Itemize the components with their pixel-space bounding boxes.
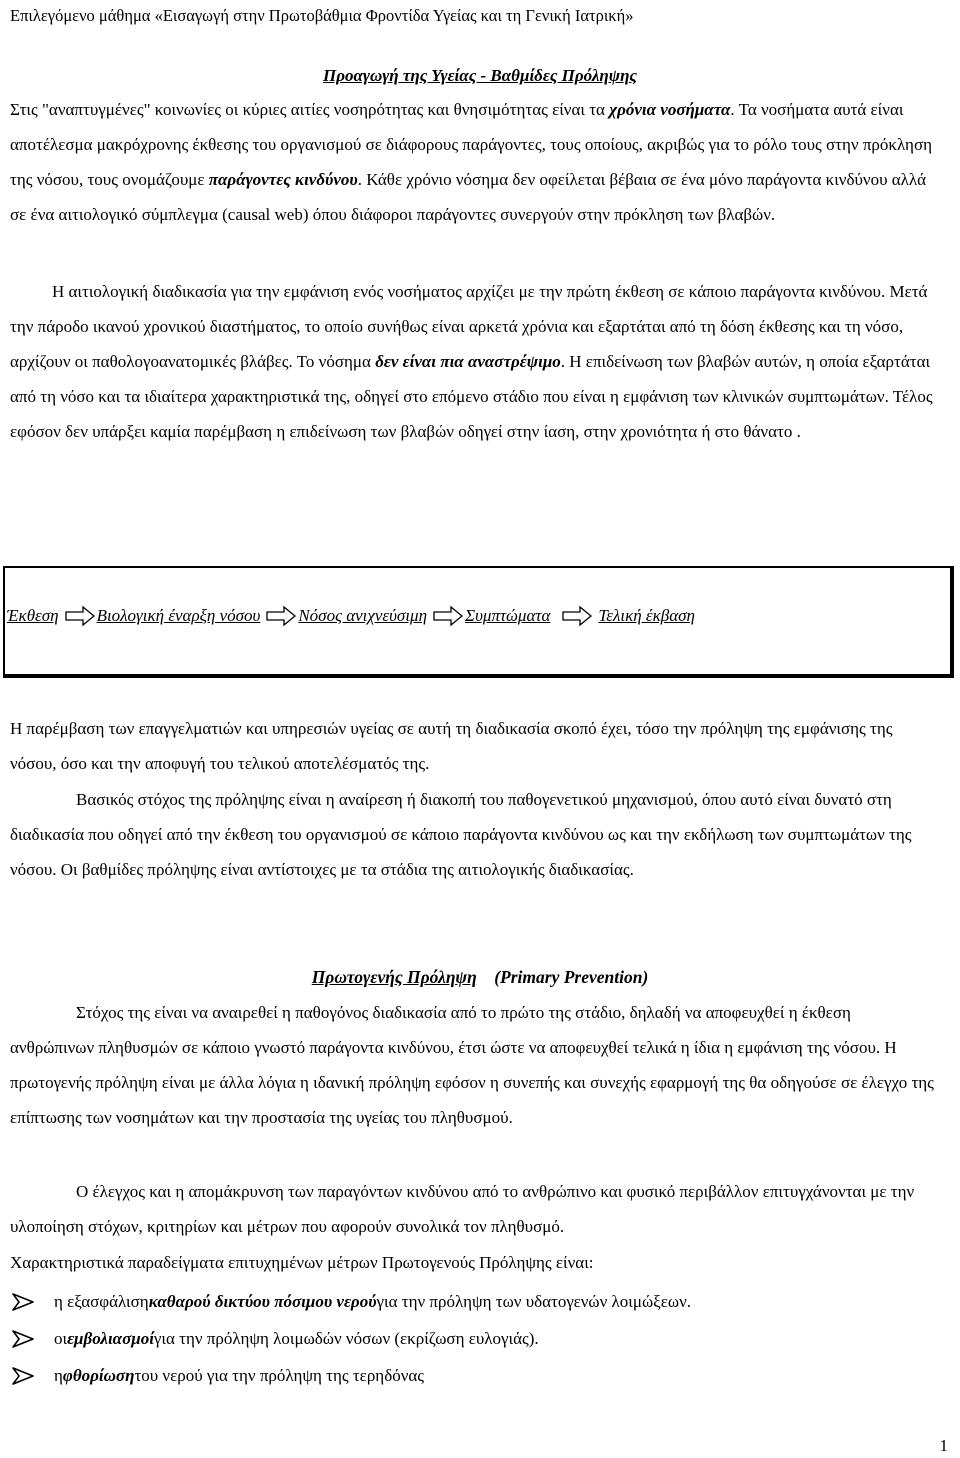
- page-number: 1: [939, 1436, 948, 1455]
- section-title: [0, 64, 960, 88]
- arrow-right-icon: [433, 605, 463, 627]
- text-run: η εξασφάλιση: [54, 1292, 149, 1311]
- text-run: . Η επιδείνωση των βλαβών αυτών, η οποία εξαρτάται από τη νόσο και τα ιδιαίτερα χαρακτηριστικά της, οδηγεί στο επόμενο στάδιο που είναι η εμφάνιση των κλινικών συμπτωμάτων. Τέλος εφόσον δεν υπάρξει καμία παρέμβαση η επιδείνωση των βλαβών οδηγεί στην ίαση, στην χρονιότητα ή στο θάνατο .: [10, 352, 933, 441]
- running-header: Επιλεγόμενο μάθημα «Εισαγωγή στην Πρωτοβάθμια Φροντίδα Υγείας και τη Γενική Ιατρική»: [10, 6, 634, 25]
- flow-step-biological-onset: Βιολογική έναρξη νόσου: [96, 606, 261, 625]
- text-run: Στις "αναπτυγμένες" κοινωνίες οι κύριες αιτίες νοσηρότητας και θνησιμότητας είναι τα: [10, 100, 610, 119]
- arrow-right-icon: [266, 605, 296, 627]
- arrow-right-icon: [65, 605, 95, 627]
- emphasis-drinking-water: καθαρού δικτύου πόσιμου νερού: [148, 1292, 377, 1311]
- paragraph-risk-control: Ο έλεγχος και η απομάκρυνση των παραγόντων κινδύνου από το ανθρώπινο και φυσικό περιβάλλον επιτυγχάνονται με την υλοποίηση στόχων, κριτηρίων και μέτρων που αφορούν συνολικά τον πληθυσμό.: [10, 1182, 915, 1236]
- list-item: [10, 1357, 691, 1394]
- disease-progression-flow: [7, 601, 695, 631]
- paragraph-examples-intro: Χαρακτηριστικά παραδείγματα επιτυχημένων μέτρων Πρωτογενούς Πρόληψης είναι:: [10, 1253, 594, 1272]
- emphasis-fluoridation: φθορίωση: [62, 1366, 135, 1385]
- arrowhead-bullet-icon: [12, 1330, 34, 1348]
- paragraph-prevention-goal: Βασικός στόχος της πρόληψης είναι η αναίρεση ή διακοπή του παθογενετικού μηχανισμού, όπου αυτό είναι δυνατό στη διαδικασία που οδηγεί από την έκθεση του οργανισμού σε κάποιο παράγοντα κινδύνου ως και την εκδήλωση των συμπτωμάτων της νόσου. Οι βαθμίδες πρόληψης είναι αντίστοιχες με τα στάδια της αιτιολογικής διαδικασίας.: [10, 790, 912, 879]
- emphasis-chronic-diseases: χρόνια νοσήματα: [609, 100, 731, 119]
- list-item: [10, 1283, 691, 1320]
- arrowhead-bullet-icon: [12, 1367, 34, 1385]
- text-run: . Κάθε χρόνιο νόσημα δεν οφείλεται βέβαια σε ένα μόνο παράγοντα κινδύνου αλλά σε ένα αιτιολογικό σύμπλεγμα (causal web) όπου διάφοροι παράγοντες συνεργούν στην πρόκληση των βλαβών.: [10, 170, 927, 224]
- primary-prevention-title: [0, 963, 960, 991]
- paragraph-causal-process: [10, 274, 938, 449]
- paragraph-primary-goal: Στόχος της είναι να αναιρεθεί η παθογόνος διαδικασία από το πρώτο της στάδιο, δηλαδή να αποφευχθεί η έκθεση ανθρώπινων πληθυσμών σε κάποιο γνωστό παράγοντα κινδύνου, έτσι ώστε να αποφευχθεί τελικά η ίδια η εμφάνιση της νόσου. Η πρωτογενής πρόληψη είναι με άλλα λόγια η ιδανική πρόληψη εφόσον η συνεπής και συνεχής εφαρμογή της θα οδηγούσε σε έλεγχο της επίπτωσης των νοσημάτων και την προστασία της υγείας του πληθυσμού.: [10, 1003, 934, 1127]
- primary-prevention-title-english: (Primary Prevention): [494, 967, 649, 987]
- emphasis-vaccinations: εμβολιασμοί: [67, 1329, 154, 1348]
- flow-step-detectable: Νόσος ανιχνεύσιμη: [298, 606, 428, 625]
- section-title-text: Προαγωγή της Υγείας - Βαθμίδες Πρόληψης: [322, 66, 637, 85]
- text-run: για την πρόληψη των υδατογενών λοιμώξεων.: [376, 1292, 692, 1311]
- flow-step-exposure: Έκθεση: [7, 606, 59, 625]
- text-run: για την πρόληψη λοιμωδών νόσων (εκρίζωση ευλογιάς).: [153, 1329, 539, 1348]
- emphasis-irreversible: δεν είναι πια αναστρέψιμο: [375, 352, 561, 371]
- paragraph-chronic-diseases: [10, 92, 938, 232]
- text-run: . Τα νοσήματα αυτά είναι αποτέλεσμα μακρόχρονης έκθεσης του οργανισμού σε διάφορους παράγοντες, τους οποίους, ακριβώς για το ρόλο τους στην πρόκληση της νόσου, τους ονομάζουμε: [10, 100, 932, 189]
- examples-list: [10, 1283, 691, 1394]
- text-run: του νερού για την πρόληψη της τερηδόνας: [134, 1366, 425, 1385]
- emphasis-risk-factors: παράγοντες κινδύνου: [208, 170, 358, 189]
- text-run: Η αιτιολογική διαδικασία για την εμφάνιση ενός νοσήματος αρχίζει με την πρώτη έκθεση σε κάποιο παράγοντα κινδύνου. Μετά την πάροδο ικανού χρονικού διαστήματος, το οποίο συνήθως είναι αρκετά χρόνια και εξαρτάται από τη δόση έκθεσης και τη νόσο, αρχίζουν οι παθολογοανατομικές βλάβες. Το νόσημα: [10, 282, 928, 371]
- text-run: η: [54, 1366, 63, 1385]
- arrow-right-icon: [562, 605, 592, 627]
- flow-step-outcome: Τελική έκβαση: [598, 606, 695, 625]
- primary-prevention-title-greek: Πρωτογενής Πρόληψη: [311, 967, 477, 987]
- arrowhead-bullet-icon: [12, 1293, 34, 1311]
- paragraph-intervention: Η παρέμβαση των επαγγελματιών και υπηρεσιών υγείας σε αυτή τη διαδικασία σκοπό έχει, τόσο την πρόληψη της εμφάνισης της νόσου, όσο και την αποφυγή του τελικού αποτελέσματός της.: [10, 719, 893, 773]
- list-item: [10, 1320, 691, 1357]
- flow-step-symptoms: Συμπτώματα: [465, 606, 551, 625]
- text-run: οι: [54, 1329, 68, 1348]
